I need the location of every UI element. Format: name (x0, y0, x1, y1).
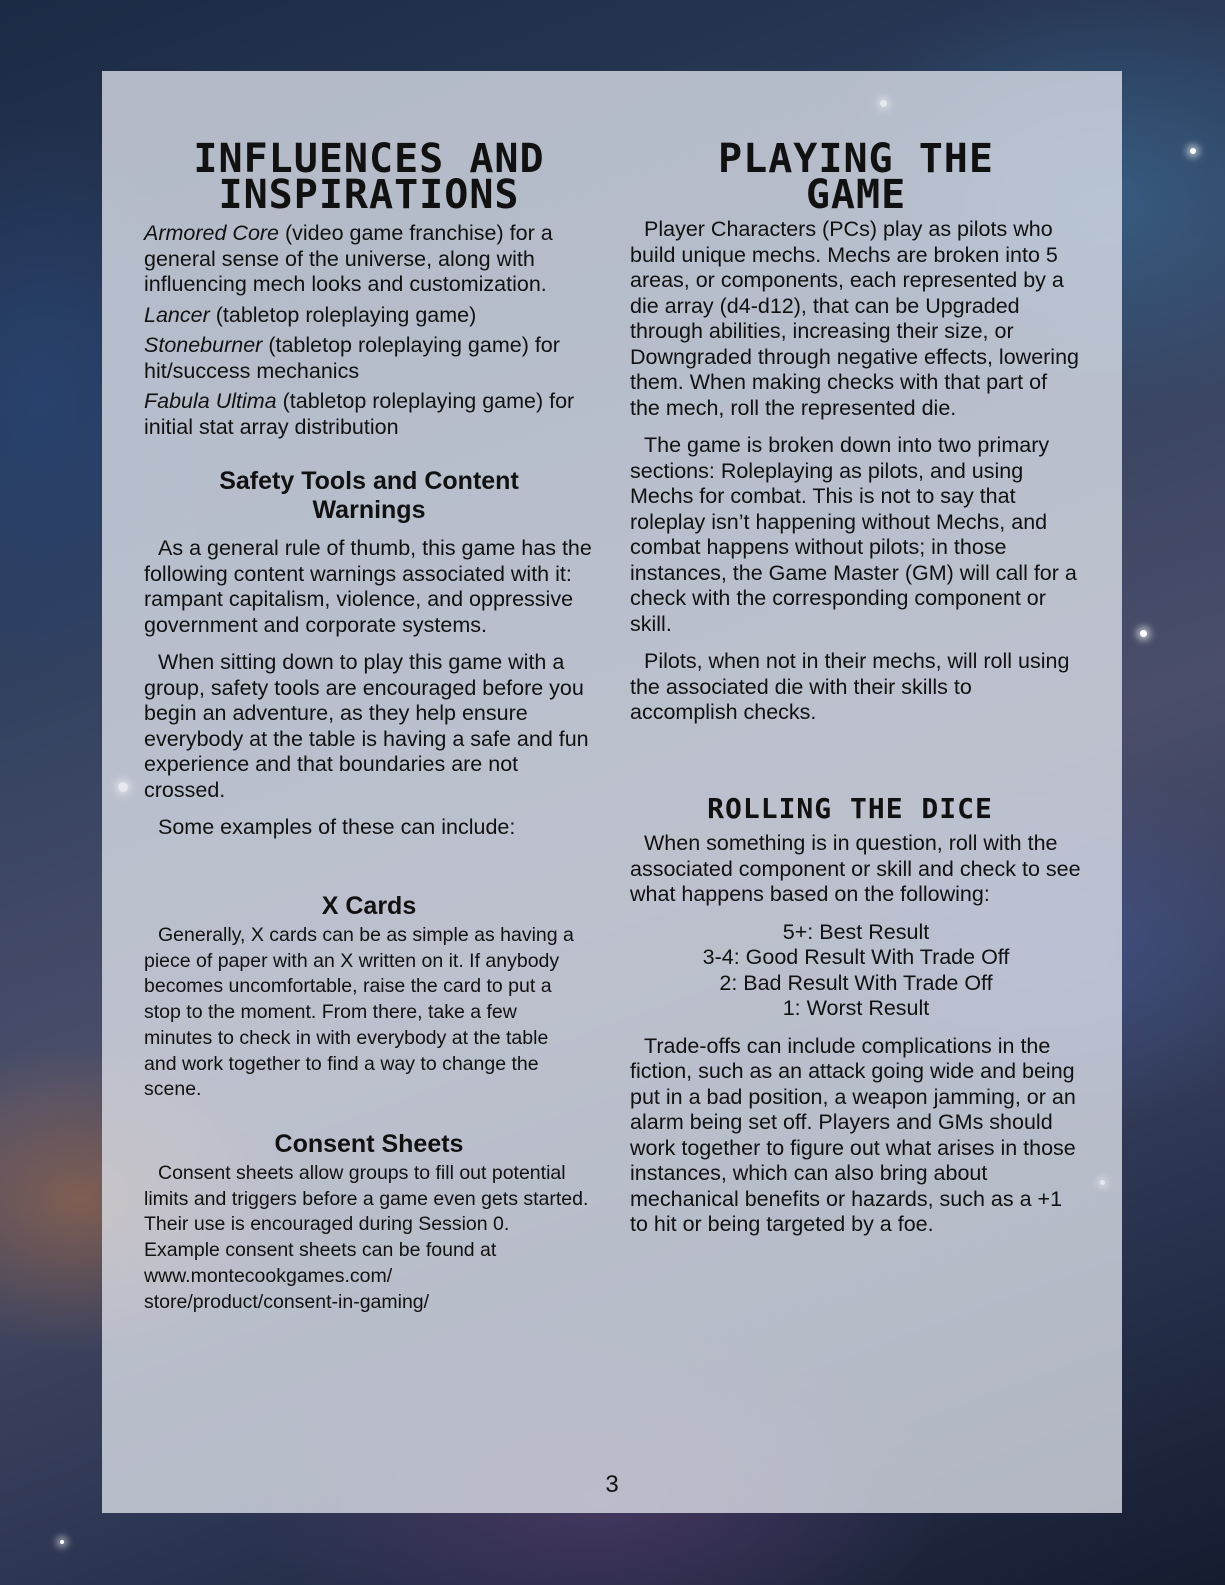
consent-heading: Consent Sheets (274, 1130, 464, 1158)
rolling-intro: When something is in question, roll with the associated component or skill and check to see what happens based on the following: (630, 831, 1081, 906)
influence-work: Lancer (144, 302, 210, 327)
influence-work: Fabula Ultima (144, 389, 277, 413)
safety-section (144, 536, 594, 841)
playing-paragraph: The game is broken down into two primary sections: Roleplaying as pilots, and using Mechs for combat. This is not to say that roleplay isn’t happening without Mechs, and combat happens without pilots; in those instances, the Game Master (GM) will call for a check with the corresponding component or skill. (630, 433, 1077, 636)
influence-item (144, 389, 594, 440)
tradeoffs-paragraph: Trade-offs can include complications in the fiction, such as an attack going wide and being put in a bad position, a weapon jamming, or an alarm being set off. Players and GMs should work together to figure out what arises in those instances, which can also bring about mechanical benefits or hazards, such as a +1 to hit or being targeted by a foe. (630, 1033, 1076, 1236)
x-cards-heading: X Cards (321, 892, 417, 920)
result-item: 1: Worst Result (782, 996, 930, 1020)
safety-paragraph: Some examples of these can include: (158, 815, 516, 839)
playing-paragraph: Player Characters (PCs) play as pilots who build unique mechs. Mechs are broken into 5 areas, or components, each represented by a die array (d4-d12), that can be Upgraded through abilities, increasing their size, or Downgraded through negative effects, lowering them. When making checks with that part of the mech, roll the represented die. (630, 217, 1080, 420)
result-item: 2: Bad Result With Trade Off (719, 970, 993, 995)
influence-desc: (tabletop roleplaying game) for hit/success mechanics (144, 333, 560, 383)
playing-title: PLAYING THE GAME (718, 136, 994, 218)
influence-work: Stoneburner (144, 333, 263, 357)
result-item: 3-4: Good Result With Trade Off (702, 945, 1010, 969)
document-page (102, 71, 1122, 1513)
influence-item (144, 303, 594, 329)
influence-item (144, 221, 594, 298)
playing-section (630, 217, 1082, 726)
star-decoration (60, 1540, 64, 1544)
consent-text: Consent sheets allow groups to fill out potential limits and triggers before a game even gets started. Their use is encouraged during Session 0. Example consent sheets can be found at www.montecookgames.com/ store/product/consent-in-gaming/ (144, 1162, 589, 1313)
influence-item (144, 333, 594, 384)
safety-heading: Safety Tools and Content Warnings (219, 467, 519, 524)
result-item: 5+: Best Result (782, 919, 930, 944)
influence-desc: (tabletop roleplaying game) for initial stat array distribution (144, 389, 575, 439)
page-number: 3 (605, 1471, 619, 1498)
influence-desc: (tabletop roleplaying game) (209, 302, 477, 327)
star-decoration (1190, 148, 1196, 154)
playing-paragraph: Pilots, when not in their mechs, will roll using the associated die with their skills to accomplish checks. (630, 649, 1070, 724)
influence-desc: (video game franchise) for a general sense of the universe, along with influencing mech looks and customization. (144, 221, 553, 296)
influences-list (144, 221, 594, 440)
results-list (630, 920, 1082, 1022)
safety-paragraph: When sitting down to play this game with a group, safety tools are encouraged before you begin an adventure, as they help ensure everybody at the table is having a safe and fun experience and that boundaries are not crossed. (144, 650, 589, 802)
safety-paragraph: As a general rule of thumb, this game has the following content warnings associated with it: rampant capitalism, violence, and oppressive government and corporate systems. (144, 536, 592, 637)
influence-work: Armored Core (144, 221, 280, 245)
x-cards-text: Generally, X cards can be as simple as having a piece of paper with an X written on it. If anybody becomes uncomfortable, raise the card to put a stop to the moment. From there, take a few minutes to check in with everybody at the table and work together to find a way to change the scene. (144, 924, 574, 1101)
star-decoration (1140, 630, 1147, 637)
rolling-heading: ROLLING THE DICE (707, 792, 993, 825)
influences-title: INFLUENCES AND INSPIRATIONS (193, 136, 545, 218)
rolling-section (630, 831, 1082, 1238)
